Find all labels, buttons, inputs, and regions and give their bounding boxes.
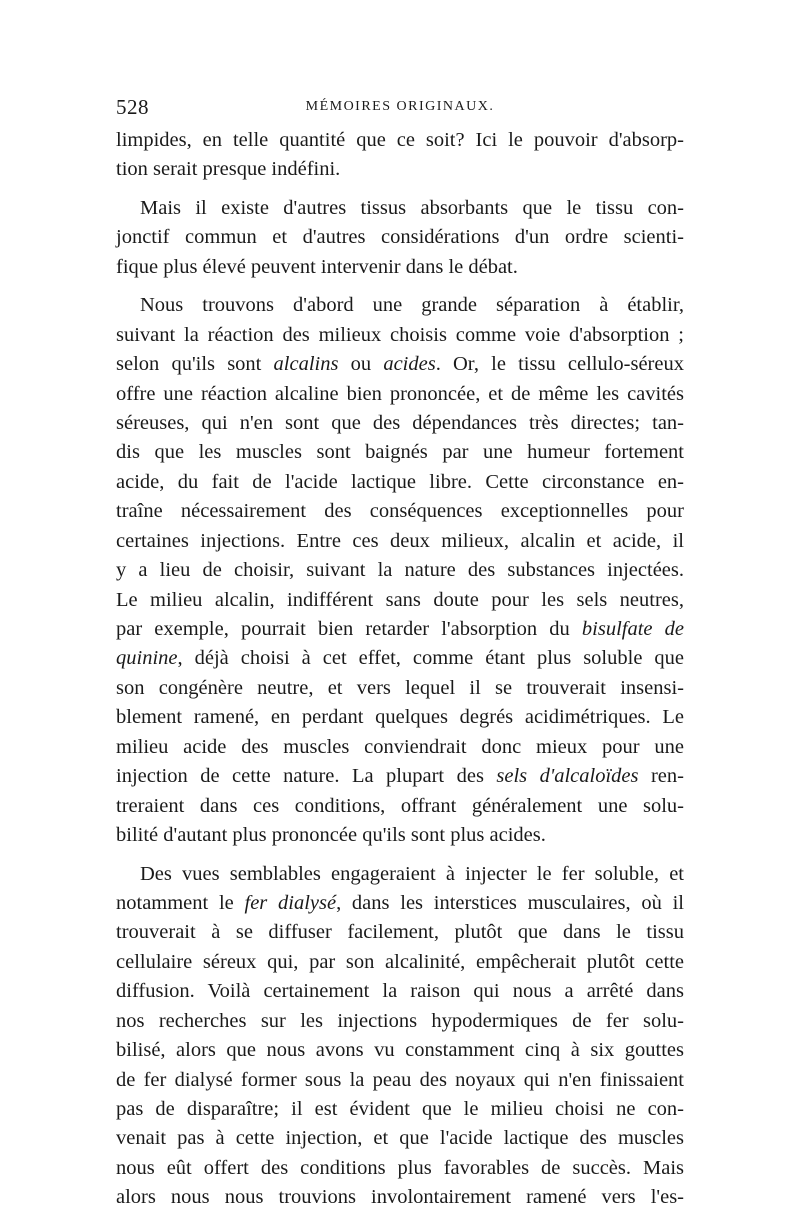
text-line: diffusion. Voilà certainement la raison qui nous a arrêté dans (116, 980, 684, 1003)
text-line: certaines injections. Entre ces deux milieux, alcalin et acide, il (116, 529, 684, 552)
text-line: alors nous nous trouvions involontairement ramené vers l'es- (116, 1186, 684, 1209)
text-line: selon qu'ils sont alcalins ou acides. Or, le tissu cellulo-séreux (116, 353, 684, 376)
italic-term: acides (383, 353, 436, 376)
text-body (116, 126, 684, 1213)
italic-term: bisulfate de (581, 618, 684, 640)
text-line: quinine, déjà choisi à cet effet, comme étant plus soluble que (116, 647, 684, 670)
text-line: son congénère neutre, et vers lequel il se trouverait insensi- (116, 676, 684, 699)
italic-term: alcalins (273, 353, 339, 376)
italic-term: quinine (116, 647, 178, 670)
text-line: trouverait à se diffuser facilement, plutôt que dans le tissu (116, 921, 684, 944)
running-title: MÉMOIRES ORIGINAUX. (305, 99, 495, 114)
text-line: par exemple, pourrait bien retarder l'absorption du bisulfate de (116, 618, 684, 640)
text-line: fique plus élevé peuvent intervenir dans le débat. (116, 255, 518, 278)
text-line: offre une réaction alcaline bien prononcée, et de même les cavités (116, 382, 684, 405)
text-line: Des vues semblables engageraient à injecter le fer soluble, et (140, 862, 684, 885)
text-line: Nous trouvons d'abord une grande séparation à établir, (140, 294, 684, 317)
text-line: nous eût offert des conditions plus favorables de succès. Mais (116, 1156, 684, 1179)
text-line: bilisé, alors que nous avons vu constamment cinq à six gouttes (116, 1039, 684, 1062)
text-line: séreuses, qui n'en sont que des dépendances très directes; tan- (116, 411, 684, 434)
page-number: 528 (116, 95, 149, 119)
text-line: pas de disparaître; il est évident que le milieu choisi ne con- (116, 1098, 684, 1120)
italic-term: fer dialysé (244, 891, 337, 914)
text-line: tion serait presque indéfini. (116, 158, 341, 181)
text-line: blement ramené, en perdant quelques degrés acidimétriques. Le (116, 706, 684, 729)
text-line: treraient dans ces conditions, offrant généralement une solu- (116, 794, 684, 817)
text-line: notamment le fer dialysé, dans les interstices musculaires, où il (116, 891, 684, 914)
text-line: bilité d'autant plus prononcée qu'ils sont plus acides. (116, 824, 546, 847)
text-line: limpides, en telle quantité que ce soit? Ici le pouvoir d'absorp- (116, 129, 684, 151)
text-line: de fer dialysé former sous la peau des noyaux qui n'en finissaient (116, 1068, 684, 1091)
text-line: Mais il existe d'autres tissus absorbants que le tissu con- (140, 196, 684, 219)
running-head (116, 95, 684, 119)
text-line: suivant la réaction des milieux choisis comme voie d'absorption ; (116, 323, 684, 346)
italic-term: sels d'alcaloïdes (496, 765, 639, 788)
text-line: acide, du fait de l'acide lactique libre. Cette circonstance en- (116, 470, 684, 493)
text-line: dis que les muscles sont baignés par une humeur fortement (116, 441, 684, 464)
text-line: milieu acide des muscles conviendrait donc mieux pour une (116, 735, 684, 758)
text-line: jonctif commun et d'autres considérations d'un ordre scienti- (116, 226, 684, 249)
text-line: traîne nécessairement des conséquences exceptionnelles pour (116, 500, 684, 523)
text-line: nos recherches sur les injections hypodermiques de fer solu- (116, 1009, 684, 1032)
text-line: venait pas à cette injection, et que l'acide lactique des muscles (116, 1127, 684, 1150)
text-line: y a lieu de choisir, suivant la nature des substances injectées. (116, 559, 684, 582)
text-line: cellulaire séreux qui, par son alcalinité, empêcherait plutôt cette (116, 950, 684, 973)
text-line: Le milieu alcalin, indifférent sans doute pour les sels neutres, (116, 588, 684, 611)
text-line: injection de cette nature. La plupart des sels d'alcaloïdes ren- (116, 765, 684, 788)
